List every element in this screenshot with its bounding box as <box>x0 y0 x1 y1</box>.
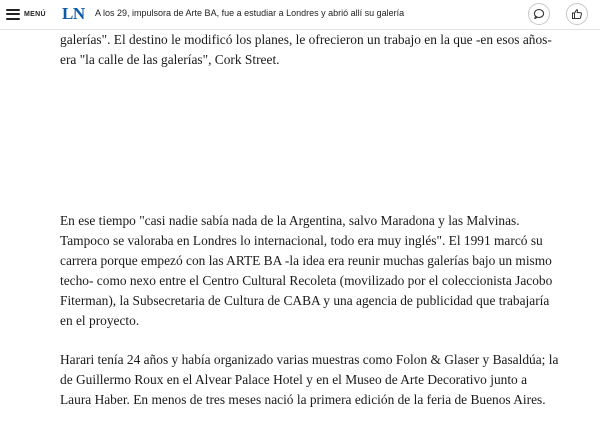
thumbs-up-icon <box>571 8 583 20</box>
article-headline: A los 29, impulsora de Arte BA, fue a estudiar a Londres y abrió allí su galería <box>95 8 405 18</box>
comment-icon <box>533 8 545 20</box>
article-paragraph: galerías". El destino le modificó los planes, le ofrecieron un trabajo en la que -en esos años- era "la calle de las galerías", Cork Street. <box>60 32 552 67</box>
menu-label: MENÚ <box>24 10 46 18</box>
like-button[interactable] <box>566 3 588 25</box>
article-paragraph: Harari tenía 24 años y había organizado varias muestras como Folon & Glaser y Basaldúa; la de Guillermo Roux en el Alvear Palace Hotel y en el Museo de Arte Decorativo junto a Laura Haber. En menos de tres meses nació la primera edición de la feria de Buenos Aires. <box>60 352 559 407</box>
comment-button[interactable] <box>528 3 550 25</box>
menu-button[interactable] <box>6 6 46 22</box>
site-logo[interactable]: LN <box>62 4 85 23</box>
article-paragraph: En ese tiempo "casi nadie sabía nada de la Argentina, salvo Maradona y las Malvinas. Tampoco se valoraba en Londres lo internacional, todo era muy inglés". El 1991 marcó su carrera porque empezó con las ARTE BA -la idea era reunir muchas galerías bajo un mismo techo- como nexo entre el Centro Cultural Recoleta (movilizado por el coleccionista Jacobo Fiterman), la Subsecretaria de Cultura de CABA y una agencia de publicidad que trabajaría en el proyecto. <box>60 213 553 328</box>
top-navigation-bar <box>0 0 600 30</box>
hamburger-icon <box>6 9 20 20</box>
